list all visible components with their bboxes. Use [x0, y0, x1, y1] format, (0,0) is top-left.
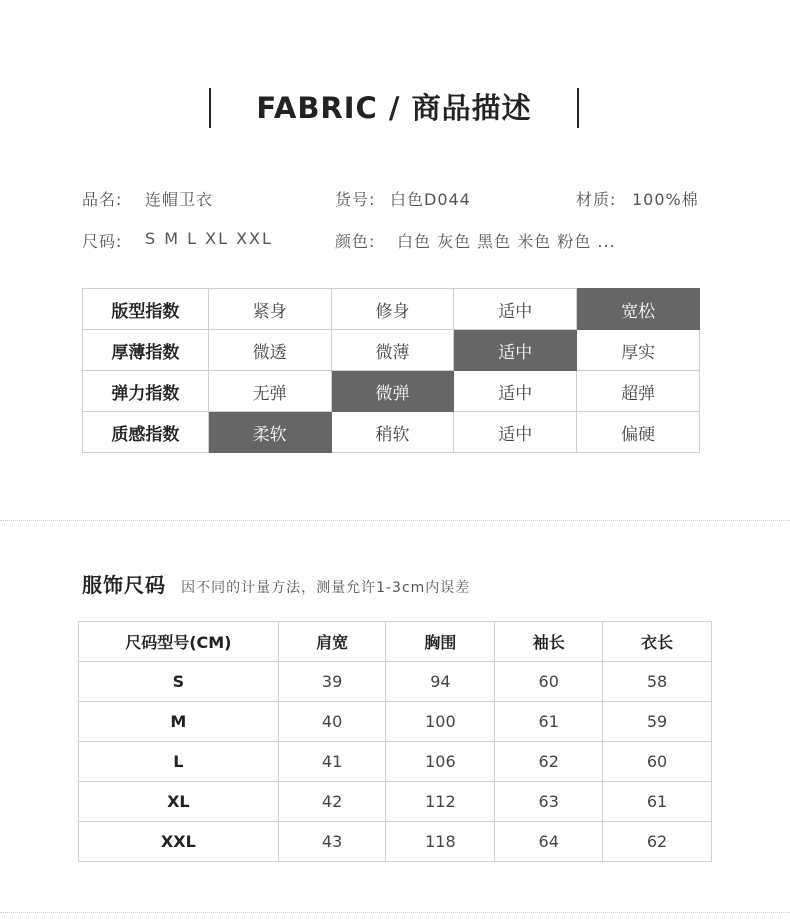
index-option: 适中: [454, 289, 577, 330]
size-table-header: [79, 622, 712, 662]
sku-value: 白色D044: [390, 190, 471, 209]
index-option-selected: 微弹: [331, 371, 454, 412]
size-code-cell: M: [79, 702, 279, 742]
fabric-index-table: [82, 288, 700, 453]
size-column-header: 胸围: [386, 622, 495, 662]
size-section-title: 服饰尺码: [82, 573, 166, 597]
table-row: [79, 782, 712, 822]
index-option-selected: 宽松: [577, 289, 700, 330]
material-label: 材质:: [576, 190, 617, 209]
index-option: 微薄: [331, 330, 454, 371]
index-option: 微透: [208, 330, 331, 371]
size-code-cell: XL: [79, 782, 279, 822]
measurement-cell: 41: [278, 742, 386, 782]
size-column-header: 衣长: [603, 622, 712, 662]
table-row: [79, 742, 712, 782]
measurement-cell: 59: [603, 702, 712, 742]
info-row-1: [0, 187, 790, 211]
section-divider: [0, 520, 790, 521]
color-label: 颜色:: [335, 232, 376, 251]
title-divider-right: [577, 88, 579, 128]
info-row-2: [0, 229, 790, 253]
measurement-cell: 60: [495, 662, 603, 702]
measurement-cell: 42: [278, 782, 386, 822]
material-value: 100%棉: [632, 190, 699, 209]
index-row-label: 弹力指数: [83, 371, 209, 412]
measurement-cell: 62: [495, 742, 603, 782]
size-label: 尺码:: [82, 232, 123, 251]
index-option: 厚实: [577, 330, 700, 371]
name-value: 连帽卫衣: [145, 190, 214, 209]
size-column-header: 袖长: [495, 622, 603, 662]
measurement-cell: 58: [603, 662, 712, 702]
measurement-cell: 63: [495, 782, 603, 822]
index-row-label: 厚薄指数: [83, 330, 209, 371]
page-title: FABRIC / 商品描述: [256, 91, 532, 125]
size-code-cell: XXL: [79, 822, 279, 862]
section-title: [0, 88, 790, 130]
size-column-header: 肩宽: [278, 622, 386, 662]
measurement-cell: 61: [495, 702, 603, 742]
size-code-cell: L: [79, 742, 279, 782]
index-option: 稍软: [331, 412, 454, 453]
index-row-label: 版型指数: [83, 289, 209, 330]
measurement-cell: 64: [495, 822, 603, 862]
index-option: 无弹: [208, 371, 331, 412]
size-section-header: [82, 569, 470, 598]
size-column-header: 尺码型号(CM): [79, 622, 279, 662]
measurement-cell: 39: [278, 662, 386, 702]
measurement-cell: 94: [386, 662, 495, 702]
index-option: 超弹: [577, 371, 700, 412]
size-chart-table: [78, 621, 712, 862]
index-option-selected: 适中: [454, 330, 577, 371]
index-option: 适中: [454, 371, 577, 412]
index-row: [83, 289, 700, 330]
title-divider-left: [209, 88, 211, 128]
color-value: 白色 灰色 黑色 米色 粉色 ...: [397, 232, 616, 251]
name-label: 品名:: [82, 190, 123, 209]
index-row: [83, 371, 700, 412]
index-option: 适中: [454, 412, 577, 453]
index-row: [83, 412, 700, 453]
measurement-cell: 100: [386, 702, 495, 742]
size-code-cell: S: [79, 662, 279, 702]
size-value: S M L XL XXL: [145, 229, 273, 248]
measurement-cell: 62: [603, 822, 712, 862]
measurement-cell: 118: [386, 822, 495, 862]
table-row: [79, 702, 712, 742]
index-option: 紧身: [208, 289, 331, 330]
measurement-cell: 43: [278, 822, 386, 862]
bottom-divider: [0, 912, 790, 913]
measurement-cell: 60: [603, 742, 712, 782]
table-row: [79, 822, 712, 862]
index-row-label: 质感指数: [83, 412, 209, 453]
index-option: 偏硬: [577, 412, 700, 453]
measurement-cell: 40: [278, 702, 386, 742]
sku-label: 货号:: [335, 190, 376, 209]
measurement-cell: 112: [386, 782, 495, 822]
table-row: [79, 662, 712, 702]
size-section-note: 因不同的计量方法，测量允许1-3cm内误差: [181, 580, 471, 596]
index-option: 修身: [331, 289, 454, 330]
index-option-selected: 柔软: [208, 412, 331, 453]
measurement-cell: 106: [386, 742, 495, 782]
measurement-cell: 61: [603, 782, 712, 822]
index-row: [83, 330, 700, 371]
